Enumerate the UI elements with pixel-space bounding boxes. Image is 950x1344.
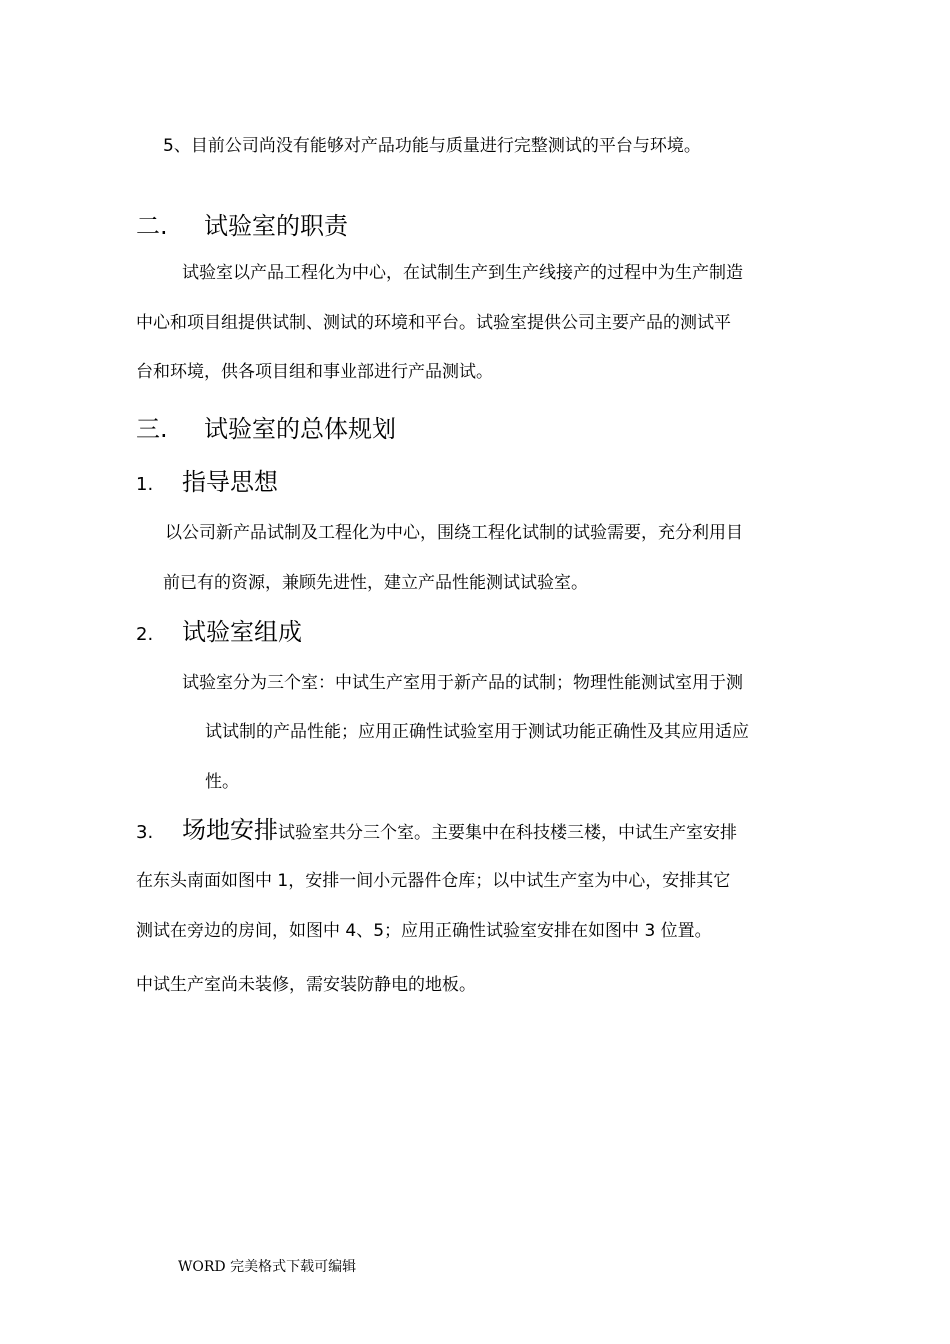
subsection-3-title: 场地安排 xyxy=(182,816,278,844)
subsection-3-heading xyxy=(136,810,737,845)
list-item-5: 5、目前公司尚没有能够对产品功能与质量进行完整测试的平台与环境。 xyxy=(163,136,701,156)
section-2-line-3: 台和环境，供各项目组和事业部进行产品测试。 xyxy=(136,362,493,382)
section-3-heading xyxy=(136,409,396,444)
section-2-line-2: 中心和项目组提供试制、测试的环境和平台。试验室提供公司主要产品的测试平 xyxy=(136,313,731,333)
subsection-2-line-1: 试验室分为三个室：中试生产室用于新产品的试制；物理性能测试室用于测 xyxy=(182,673,743,693)
subsection-1-line-1: 以公司新产品试制及工程化为中心，围绕工程化试制的试验需要，充分利用目 xyxy=(165,523,743,543)
subsection-3-inline-text: 试验室共分三个室。主要集中在科技楼三楼，中试生产室安排 xyxy=(278,823,737,843)
subsection-3-note: 中试生产室尚未装修，需安装防静电的地板。 xyxy=(136,975,476,995)
subsection-3-number: 3. xyxy=(136,822,154,843)
subsection-2-number: 2. xyxy=(136,624,154,645)
subsection-1-number: 1. xyxy=(136,474,154,495)
subsection-1-title: 指导思想 xyxy=(182,468,278,496)
page-footer: WORD 完美格式下载可编辑 xyxy=(178,1259,357,1275)
section-3-title: 试验室的总体规划 xyxy=(204,415,396,443)
section-2-title: 试验室的职责 xyxy=(204,212,348,240)
section-2-number: 二. xyxy=(136,212,168,240)
subsection-2-line-3: 性。 xyxy=(205,772,239,792)
subsection-1-heading xyxy=(136,462,278,497)
subsection-3-line-2: 测试在旁边的房间，如图中 4、5；应用正确性试验室安排在如图中 3 位置。 xyxy=(136,921,712,941)
subsection-2-line-2: 试试制的产品性能；应用正确性试验室用于测试功能正确性及其应用适应 xyxy=(205,722,749,742)
subsection-1-line-2: 前已有的资源，兼顾先进性，建立产品性能测试试验室。 xyxy=(163,573,588,593)
subsection-2-title: 试验室组成 xyxy=(182,618,302,646)
subsection-3-line-1: 在东头南面如图中 1，安排一间小元器件仓库；以中试生产室为中心，安排其它 xyxy=(136,871,731,891)
section-2-line-1: 试验室以产品工程化为中心，在试制生产到生产线接产的过程中为生产制造 xyxy=(182,263,743,283)
section-2-heading xyxy=(136,206,348,241)
section-3-number: 三. xyxy=(136,415,168,443)
subsection-2-heading xyxy=(136,612,302,647)
